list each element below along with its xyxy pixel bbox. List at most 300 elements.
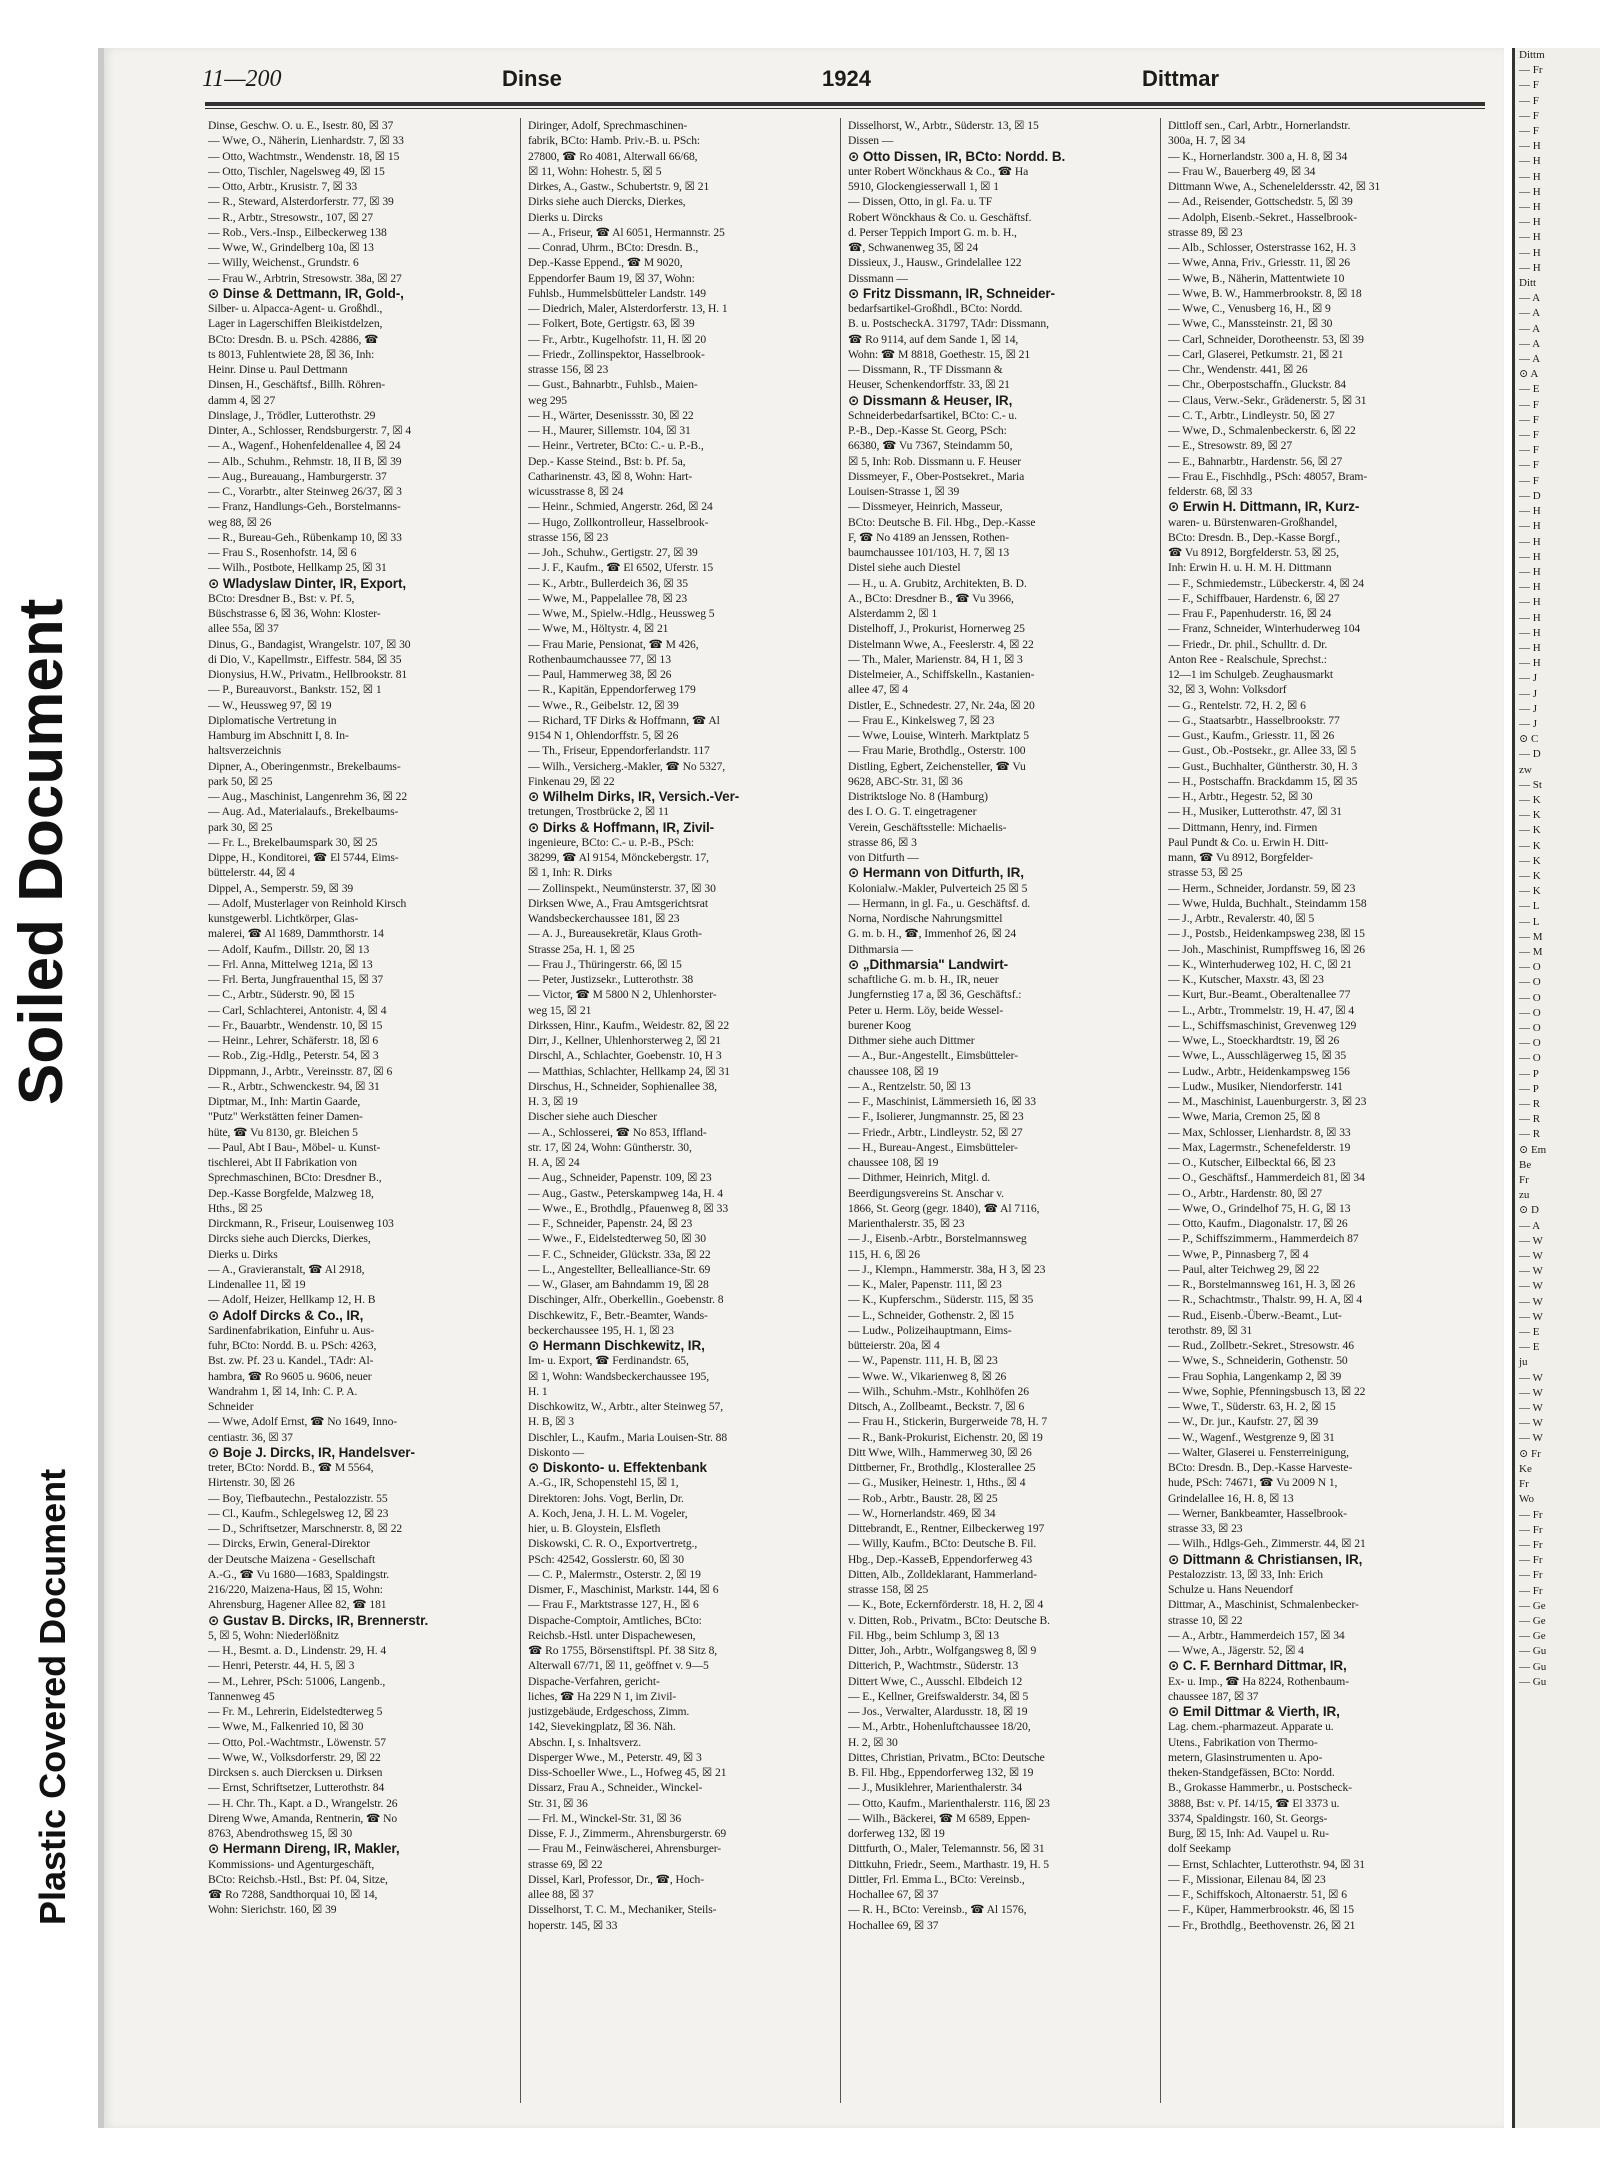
directory-entry-line: strasse 33, ☒ 23 (1168, 1522, 1243, 1535)
directory-entry-line: — Otto, Wachtmstr., Wendenstr. 18, ☒ 15 (208, 149, 400, 163)
directory-entry-line: — H. Chr. Th., Kapt. a D., Wrangelstr. 26 (208, 1796, 398, 1810)
directory-entry-line: 5, ☒ 5, Wohn: Niederlößnitz (208, 1628, 339, 1642)
directory-entry-line: BCto: Dresdn. B., Dep.-Kasse Borgf., (1168, 530, 1341, 544)
directory-entry-line: Dittes, Christian, Privatm., BCto: Deutsche (848, 1750, 1045, 1764)
directory-entry-line: H. 1 (528, 1384, 548, 1398)
directory-entry-line: Bst. zw. Pf. 23 u. Kandel., TAdr: Al- (208, 1354, 374, 1368)
directory-entry-line: Rothenbaumchaussee 77, ☒ 13 (528, 652, 671, 666)
directory-entry-line: — L., Schneider, Gothenstr. 2, ☒ 15 (848, 1308, 1014, 1322)
directory-entry-line: — Wwe, M., Falkenried 10, ☒ 30 (208, 1720, 364, 1734)
directory-entry-line: Dissel, Karl, Professor, Dr., ☎, Hoch- (528, 1872, 705, 1886)
directory-entry-line: — H., Arbtr., Hegestr. 52, ☒ 30 (1168, 790, 1313, 803)
directory-entry-line: 300a, H. 7, ☒ 34 (1168, 134, 1246, 148)
directory-entry-line: wicusstrasse 8, ☒ 24 (528, 485, 624, 498)
column-divider (840, 118, 841, 2103)
adjacent-page-fragment: — O (1519, 1037, 1541, 1050)
adjacent-page-fragment: — H (1519, 596, 1541, 609)
directory-entry-line: ⊙ „Dithmarsia" Landwirt- (848, 956, 1009, 972)
adjacent-page-fragment: — K (1519, 839, 1541, 852)
directory-entry-line: — F., Schmiedemstr., Lübeckerstr. 4, ☒ 24 (1168, 576, 1364, 590)
directory-entry-line: — Wwe, M., Spielw.-Hdlg., Heussweg 5 (528, 607, 715, 620)
directory-entry-line: — P., Bureauvorst., Bankstr. 152, ☒ 1 (208, 683, 382, 697)
directory-entry-line: — Henri, Peterstr. 44, H. 5, ☒ 3 (208, 1659, 355, 1673)
directory-entry-line: Dircks siehe auch Diercks, Dierkes, (208, 1232, 371, 1246)
directory-entry-line: Eppendorfer Baum 19, ☒ 37, Wohn: (528, 271, 695, 285)
directory-entry-line: — Chr., Wendenstr. 441, ☒ 26 (1168, 363, 1308, 376)
adjacent-page-fragment: ju (1519, 1356, 1528, 1369)
adjacent-page-fragment: — K (1519, 809, 1541, 822)
directory-entry-line: Diringer, Adolf, Sprechmaschinen- (528, 119, 688, 132)
directory-entry-line: — R., Bank-Prokurist, Eichenstr. 20, ☒ 19 (848, 1430, 1043, 1444)
directory-entry-line: — Rob., Zig.-Hdlg., Peterstr. 54, ☒ 3 (208, 1049, 379, 1063)
directory-entry-line: — Wwe., E., Brothdlg., Pfauenweg 8, ☒ 33 (528, 1201, 729, 1215)
adjacent-page-fragment: ⊙ Fr (1519, 1447, 1541, 1460)
directory-entry-line: ⊙ Boje J. Dircks, IR, Handelsver- (208, 1444, 415, 1460)
directory-entry-line: — Wwe, M., Pappelallee 78, ☒ 23 (528, 591, 688, 605)
adjacent-page-fragment: — Gu (1519, 1645, 1547, 1658)
directory-entry-line: Diskonto — (528, 1445, 585, 1459)
directory-entry-line: BCto: Reichsb.-Hstl., Bst: Pf. 04, Sitze, (208, 1872, 388, 1886)
directory-entry-line: 12—1 im Schulgeb. Zeughausmarkt (1168, 668, 1333, 681)
directory-entry-line: — O., Arbtr., Hardenstr. 80, ☒ 27 (1168, 1186, 1322, 1200)
directory-entry-line: Dirckmann, R., Friseur, Louisenweg 103 (208, 1217, 394, 1230)
adjacent-page-fragment: — P (1519, 1067, 1539, 1080)
directory-entry-line: ☎, Schwanenweg 35, ☒ 24 (848, 241, 979, 254)
directory-entry-line: Dipner, A., Oberingenmstr., Brekelbaums- (208, 759, 401, 773)
directory-entry-line: — Victor, ☎ M 5800 N 2, Uhlenhorster- (528, 988, 717, 1002)
directory-entry-line: — F., Schiffskoch, Altonaerstr. 51, ☒ 6 (1168, 1888, 1347, 1901)
adjacent-page-fragment: — W (1519, 1280, 1543, 1293)
directory-entry-line: Dippmann, J., Arbtr., Vereinsstr. 87, ☒ 6 (208, 1064, 393, 1078)
directory-entry-line: 5910, Glockengiesserwall 1, ☒ 1 (848, 180, 999, 193)
directory-entry-line: strasse 86, ☒ 3 (848, 835, 917, 849)
directory-entry-line: — R., Schachtmstr., Thalstr. 99, H. A, ☒ 4 (1168, 1293, 1363, 1307)
directory-entry-line: ⊙ Dittmann & Christiansen, IR, (1168, 1551, 1363, 1567)
adjacent-page-fragment: — A (1519, 1219, 1541, 1232)
directory-entry-line: — Aug., Maschinist, Langenrehm 36, ☒ 22 (208, 790, 408, 803)
adjacent-page-fragment: Ditt (1519, 277, 1537, 290)
directory-entry-line: Direng Wwe, Amanda, Rentnerin, ☎ No (208, 1811, 398, 1825)
directory-entry-line: tischlerei, Abt II Fabrikation von (208, 1156, 357, 1169)
directory-entry-line: di Dio, V., Kapellmstr., Eiffestr. 584, ☒ 35 (208, 652, 402, 666)
directory-entry-line: — G., Staatsarbtr., Hasselbrookstr. 77 (1168, 713, 1340, 727)
adjacent-page-fragment: — H (1519, 626, 1541, 639)
adjacent-page-fragment: Ke (1519, 1462, 1532, 1475)
directory-entry-line: — Frau E., Fischhdlg., PSch: 48057, Bram- (1168, 469, 1368, 483)
adjacent-page-fragment: — F (1519, 398, 1539, 411)
directory-entry-line: — F., Isolierer, Jungmannstr. 25, ☒ 23 (848, 1110, 1024, 1124)
adjacent-page-fragment: — R (1519, 1113, 1541, 1126)
directory-entry-line: ⊙ Dissmann & Heuser, IR, (848, 392, 1013, 408)
directory-entry-line: — F., Missionar, Eilenau 84, ☒ 23 (1168, 1872, 1326, 1886)
directory-entry-line: Dittert Wwe, C., Ausschl. Elbdeich 12 (848, 1674, 1023, 1688)
directory-entry-line: H. 3, ☒ 19 (528, 1095, 578, 1108)
adjacent-page-fragment: — Fr (1519, 1569, 1543, 1582)
adjacent-page-fragment: — W (1519, 1265, 1543, 1278)
adjacent-page-fragment: — A (1519, 353, 1541, 366)
directory-entry-line: Dippel, A., Semperstr. 59, ☒ 39 (208, 881, 354, 895)
directory-entry-line: Dittebrandt, E., Rentner, Eilbeckerweg 197 (848, 1522, 1045, 1535)
directory-entry-line: ☒ 1, Wohn: Wandsbeckerchaussee 195, (528, 1369, 710, 1383)
adjacent-page-fragment: — H (1519, 520, 1541, 533)
directory-entry-line: Sardinenfabrikation, Einfuhr u. Aus- (208, 1323, 375, 1337)
adjacent-page-fragment: — Gu (1519, 1675, 1547, 1688)
directory-entry-line: Distler, E., Schnedestr. 27, Nr. 24a, ☒ 20 (848, 698, 1035, 712)
adjacent-page-fragment: — Fr (1519, 1554, 1543, 1567)
adjacent-page-fragment: — Ge (1519, 1599, 1546, 1612)
header-year: 1924 (822, 66, 871, 91)
directory-entry-line: terothstr. 89, ☒ 31 (1168, 1323, 1253, 1337)
directory-entry-line: Distelmeier, A., Schiffskelln., Kastanien- (848, 668, 1035, 681)
directory-entry-line: — F., Küper, Hammerbrookstr. 46, ☒ 15 (1168, 1903, 1354, 1917)
directory-entry-line: malerei, ☎ Al 1689, Dammthorstr. 14 (208, 927, 384, 941)
directory-entry-line: — Ludw., Polizeihauptmann, Eims- (848, 1323, 1012, 1337)
adjacent-page-fragment: — L (1519, 900, 1540, 913)
directory-entry-line: — Th., Friseur, Eppendorferlandstr. 117 (528, 744, 710, 758)
adjacent-page-fragment: — H (1519, 657, 1541, 670)
directory-entry-line: Distelmann Wwe, A., Feeslerstr. 4, ☒ 22 (848, 637, 1034, 651)
directory-entry-line: Kommissions- und Agenturgeschäft, (208, 1857, 375, 1871)
directory-entry-line: — H., Wärter, Desenissstr. 30, ☒ 22 (528, 408, 694, 422)
directory-entry-line: Verein, Geschäftsstelle: Michaelis- (848, 820, 1007, 834)
directory-entry-line: — L., Schiffsmaschinist, Grevenweg 129 (1168, 1018, 1357, 1032)
directory-entry-line: baumchaussee 101/103, H. 7, ☒ 13 (848, 546, 1010, 559)
directory-entry-line: Paul Pundt & Co. u. Erwin H. Ditt- (1168, 835, 1329, 849)
directory-entry-line: BCto: Deutsche B. Fil. Hbg., Dep.-Kasse (848, 515, 1036, 529)
directory-entry-line: — A., Friseur, ☎ Al 6051, Hermannstr. 25 (528, 225, 725, 239)
directory-entry-line: — Frau H., Stickerin, Burgerweide 78, H. 7 (848, 1415, 1048, 1429)
adjacent-page-fragment: — Fr (1519, 1508, 1543, 1521)
directory-entry-line: — Gust., Bahnarbtr., Fuhlsb., Maien- (528, 378, 698, 392)
directory-column-4 (1168, 118, 1473, 2103)
adjacent-page-fragment: — O (1519, 1006, 1541, 1019)
directory-entry-line: — Paul, Abt I Bau-, Möbel- u. Kunst- (208, 1140, 381, 1154)
directory-entry-line: — Ernst, Schlachter, Lutterothstr. 94, ☒ 31 (1168, 1857, 1365, 1871)
directory-entry-line: Anton Ree - Realschule, Sprechst.: (1168, 652, 1327, 666)
directory-entry-line: — Willy, Kaufm., BCto: Deutsche B. Fil. (848, 1537, 1037, 1551)
directory-entry-line: ☒ 1, Inh: R. Dirks (528, 866, 612, 880)
directory-entry-line: Diskowski, C. R. O., Exportvertretg., (528, 1537, 698, 1551)
directory-entry-line: — Frau M., Feinwäscherei, Ahrensburger- (528, 1842, 722, 1856)
directory-entry-line: metern, Glasinstrumenten u. Apo- (1168, 1750, 1323, 1764)
directory-entry-line: — Carl, Glaserei, Petkumstr. 21, ☒ 21 (1168, 347, 1344, 361)
directory-entry-line: 216/220, Maizena-Haus, ☒ 15, Wohn: (208, 1583, 383, 1596)
directory-entry-line: — Heinr., Schmied, Angerstr. 26d, ☒ 24 (528, 500, 713, 514)
directory-entry-line: Lager in Lagerschiffen Bleikistdelzen, (208, 317, 383, 331)
adjacent-page-fragment: — Fr (1519, 1538, 1543, 1551)
directory-entry-line: Dirkes, A., Gastw., Schubertstr. 9, ☒ 21 (528, 180, 710, 193)
directory-entry-line: — Franz, Schneider, Winterhuderweg 104 (1168, 622, 1361, 636)
adjacent-page-fragment: — A (1519, 292, 1541, 305)
directory-entry-line: — Wwe. W., Vikarienweg 8, ☒ 26 (848, 1369, 1007, 1383)
directory-entry-line: Dierks u. Dirks (208, 1247, 278, 1261)
directory-entry-line: — Adolph, Eisenb.-Sekret., Hasselbrook- (1168, 210, 1357, 224)
directory-entry-line: ⊙ Hermann Dischkewitz, IR, (528, 1338, 705, 1353)
directory-entry-line: 115, H. 6, ☒ 26 (848, 1247, 920, 1261)
adjacent-page-fragment: — Fr (1519, 1584, 1543, 1597)
directory-entry-line: — A., Wagenf., Hohenfeldenallee 4, ☒ 24 (208, 439, 401, 453)
directory-entry-line: hambra, ☎ Ro 9605 u. 9606, neuer (208, 1369, 372, 1383)
directory-entry-line: Dispache-Verfahren, gericht- (528, 1674, 660, 1688)
directory-entry-line: — Otto, Tischler, Nagelsweg 49, ☒ 15 (208, 164, 385, 178)
directory-entry-line: — E., Kellner, Greifswalderstr. 34, ☒ 5 (848, 1689, 1029, 1703)
adjacent-page-fragment: — F (1519, 413, 1539, 426)
directory-entry-line: fuhr, BCto: Nordd. B. u. PSch: 4263, (208, 1339, 377, 1352)
directory-entry-line: Alterwall 67/71, ☒ 11, geöffnet v. 9—5 (528, 1659, 709, 1673)
directory-entry-line: — Frl. Berta, Jungfrauenthal 15, ☒ 37 (208, 973, 384, 986)
directory-entry-line: Ex- u. Imp., ☎ Ha 8224, Rothenbaum- (1168, 1674, 1349, 1688)
directory-entry-line: Schneider (208, 1400, 254, 1413)
adjacent-page-fragment: — D (1519, 748, 1541, 761)
column-divider (1160, 118, 1161, 2103)
directory-entry-line: bedarfsartikel-Großhdl., BCto: Nordd. (848, 302, 1023, 315)
directory-entry-line: Hochallee 67, ☒ 37 (848, 1888, 939, 1901)
directory-entry-line: 38299, ☎ Al 9154, Mönckebergstr. 17, (528, 851, 709, 864)
directory-entry-line: Alsterdamm 2, ☒ 1 (848, 607, 938, 620)
adjacent-page-fragment: — O (1519, 976, 1541, 989)
directory-entry-line: — Wwe., F., Eidelstedterweg 50, ☒ 30 (528, 1232, 706, 1246)
directory-entry-line: BCto: Dresdn. B. u. PSch. 42886, ☎ (208, 332, 379, 346)
directory-entry-line: — W., Wagenf., Westgrenze 9, ☒ 31 (1168, 1430, 1335, 1444)
adjacent-page-fragment: — W (1519, 1250, 1543, 1263)
adjacent-page-fragment: — M (1519, 930, 1543, 943)
directory-entry-line: "Putz" Werkstätten feiner Damen- (208, 1110, 363, 1124)
directory-entry-line: — Wilh., Postbote, Hellkamp 25, ☒ 31 (208, 561, 387, 575)
directory-entry-line: — G., Musiker, Heinestr. 1, Hths., ☒ 4 (848, 1476, 1026, 1490)
directory-entry-line: Burg, ☒ 15, Inh: Ad. Vaupel u. Ru- (1168, 1827, 1329, 1840)
directory-entry-line: — C., Vorarbtr., alter Steinweg 26/37, ☒ 3 (208, 485, 402, 498)
directory-entry-line: — Cl., Kaufm., Schlegelsweg 12, ☒ 23 (208, 1506, 389, 1520)
directory-entry-line: Reichsb.-Hstl. unter Dispachewesen, (528, 1628, 696, 1642)
directory-entry-line: — Alb., Schuhm., Rehmstr. 18, II B, ☒ 39 (208, 454, 402, 468)
adjacent-page-fragment: — H (1519, 261, 1541, 274)
directory-entry-line: — Rob., Arbtr., Baustr. 28, ☒ 25 (848, 1491, 998, 1505)
directory-entry-line: — Aug., Gastw., Peterskampweg 14a, H. 4 (528, 1186, 723, 1200)
directory-entry-line: — W., Glaser, am Bahndamm 19, ☒ 28 (528, 1278, 709, 1291)
directory-entry-line: — Paul, alter Teichweg 29, ☒ 22 (1168, 1262, 1320, 1276)
directory-entry-line: — Adolf, Heizer, Hellkamp 12, H. B (208, 1293, 376, 1307)
directory-entry-line: — Fr. L., Brekelbaumspark 30, ☒ 25 (208, 835, 378, 849)
directory-entry-line: Dircksen s. auch Diercksen u. Dirksen (208, 1766, 383, 1779)
directory-entry-line: — A., Schlosserei, ☎ No 853, Iffland- (528, 1125, 707, 1139)
directory-entry-line: H. B, ☒ 3 (528, 1415, 574, 1429)
directory-entry-line: Dittberner, Fr., Brothdlg., Klosterallee 25 (848, 1461, 1036, 1474)
directory-entry-line: — R., Bureau-Geh., Rübenkamp 10, ☒ 33 (208, 530, 402, 544)
directory-entry-line: Dep.- Kasse Steind., Bst: b. Pf. 5a, (528, 454, 686, 468)
directory-entry-line: — Jos., Verwalter, Alardusstr. 18, ☒ 19 (848, 1705, 1028, 1718)
adjacent-page-fragment: — A (1519, 322, 1541, 335)
directory-entry-line: — O., Kutscher, Eilbecktal 66, ☒ 23 (1168, 1156, 1336, 1169)
directory-entry-line: strasse 156, ☒ 23 (528, 363, 609, 376)
directory-entry-line: Dittkuhn, Friedr., Seem., Marthastr. 19, H. 5 (848, 1857, 1049, 1871)
directory-entry-line: weg 88, ☒ 26 (208, 515, 272, 529)
directory-entry-line: Diptmar, M., Inh: Martin Gaarde, (208, 1095, 361, 1108)
directory-entry-line: Dittmar, A., Maschinist, Schmalenbecker- (1168, 1598, 1359, 1612)
directory-entry-line: — Wwe, Louise, Winterh. Marktplatz 5 (848, 729, 1029, 742)
directory-entry-line: — Carl, Schneider, Dorotheenstr. 53, ☒ 39 (1168, 332, 1364, 346)
directory-entry-line: Sprechmaschinen, BCto: Dresdner B., (208, 1171, 382, 1185)
directory-entry-line: Dep.-Kasse Eppend., ☎ M 9020, (528, 256, 683, 270)
directory-entry-line: — K., Kupferschm., Süderstr. 115, ☒ 35 (848, 1293, 1034, 1307)
adjacent-page-fragment: — F (1519, 125, 1539, 138)
directory-entry-line: ☒ 5, Inh: Rob. Dissmann u. F. Heuser (848, 454, 1022, 468)
adjacent-page-fragment: — Ge (1519, 1630, 1546, 1643)
directory-entry-line: Disse, F. J., Zimmerm., Ahrensburgerstr. 69 (528, 1827, 727, 1840)
directory-entry-line: B. Fil. Hbg., Eppendorferweg 132, ☒ 19 (848, 1766, 1034, 1779)
directory-entry-line: Dionysius, H.W., Privatm., Hellbrookstr. 81 (208, 668, 408, 681)
directory-entry-line: — C. P., Malermstr., Osterstr. 2, ☒ 19 (528, 1567, 701, 1581)
directory-entry-line: weg 295 (528, 393, 567, 407)
directory-entry-line: — L., Arbtr., Trommelstr. 19, H. 47, ☒ 4 (1168, 1003, 1355, 1017)
directory-entry-line: — Fr., Bauarbtr., Wendenstr. 10, ☒ 15 (208, 1018, 383, 1032)
directory-entry-line: — W., Heussweg 97, ☒ 19 (208, 698, 332, 712)
directory-entry-line: — Alb., Schlosser, Osterstrasse 162, H. 3 (1168, 241, 1356, 254)
header-first-name: Dinse (502, 66, 562, 91)
directory-entry-line: Dischler, L., Kaufm., Maria Louisen-Str. 88 (528, 1430, 728, 1444)
directory-entry-line: Dinter, A., Schlosser, Rendsburgerstr. 7, ☒ 4 (208, 424, 412, 437)
directory-entry-line: — Wilh., Versicherg.-Makler, ☎ No 5327, (528, 759, 726, 773)
directory-entry-line: — Richard, TF Dirks & Hoffmann, ☎ Al (528, 713, 720, 727)
directory-entry-line: — Wwe, B., Näherin, Mattentwiete 10 (1168, 271, 1345, 285)
directory-entry-line: — Frau F., Marktstrasse 127, H., ☒ 6 (528, 1598, 699, 1612)
adjacent-page-fragment: — H (1519, 581, 1541, 594)
directory-entry-line: — Frl. M., Winckel-Str. 31, ☒ 36 (528, 1811, 682, 1825)
directory-entry-line: — Zollinspekt., Neumünsterstr. 37, ☒ 30 (528, 881, 716, 895)
directory-entry-line: Dep.-Kasse Borgfelde, Malzweg 18, (208, 1186, 374, 1200)
header-rule-thin (205, 108, 1485, 109)
directory-entry-line: fabrik, BCto: Hamb. Priv.-B. u. PSch: (528, 134, 701, 148)
directory-entry-line: ⊙ Dinse & Dettmann, IR, Gold-, (208, 285, 404, 301)
directory-entry-line: — Friedr., Arbtr., Lindleystr. 52, ☒ 27 (848, 1125, 1023, 1139)
adjacent-page-fragment: Dittm (1519, 49, 1545, 61)
directory-entry-line: 3374, Spaldingstr. 160, St. Georgs- (1168, 1811, 1328, 1825)
directory-entry-line: Wandrahm 1, ☒ 14, Inh: C. P. A. (208, 1384, 358, 1398)
header-rule (205, 102, 1485, 106)
adjacent-page-fragment: — R (1519, 1098, 1541, 1111)
directory-entry-line: — Frau W., Bauerberg 49, ☒ 34 (1168, 164, 1316, 178)
directory-entry-line: — Wwe, A., Jägerstr. 52, ☒ 4 (1168, 1644, 1304, 1657)
directory-entry-line: — F. C., Schneider, Glückstr. 33a, ☒ 22 (528, 1247, 711, 1261)
directory-entry-line: — Wilh., Bäckerei, ☎ M 6589, Eppen- (848, 1811, 1031, 1825)
directory-entry-line: Hirtenstr. 30, ☒ 26 (208, 1476, 295, 1490)
directory-entry-line: — Wilh., Schuhm.-Mstr., Kohlhöfen 26 (848, 1384, 1029, 1398)
directory-entry-line: H. 2, ☒ 30 (848, 1735, 898, 1749)
directory-entry-line: burener Koog (848, 1018, 911, 1032)
directory-entry-line: Discher siehe auch Diescher (528, 1110, 657, 1124)
directory-entry-line: — K., Kutscher, Maxstr. 43, ☒ 23 (1168, 973, 1324, 986)
directory-entry-line: — Aug. Ad., Materialaufs., Brekelbaums- (208, 805, 399, 819)
adjacent-page-fragment: — E (1519, 1341, 1540, 1354)
directory-entry-line: — M., Maschinist, Lauenburgerstr. 3, ☒ 23 (1168, 1095, 1367, 1108)
directory-entry-line: — L., Angestellter, Bellealliance-Str. 69 (528, 1262, 711, 1276)
directory-entry-line: Hbg., Dep.-KasseB, Eppendorferweg 43 (848, 1552, 1033, 1566)
directory-entry-line: ts 8013, Fuhlentwiete 28, ☒ 36, Inh: (208, 347, 375, 361)
directory-entry-line: Distelhoff, J., Prokurist, Hornerweg 25 (848, 622, 1025, 636)
directory-entry-line: — Adolf, Kaufm., Dillstr. 20, ☒ 13 (208, 942, 370, 956)
adjacent-page-fragment: Wo (1519, 1493, 1535, 1506)
adjacent-page-fragment: — K (1519, 793, 1541, 806)
directory-entry-line: Dippe, H., Konditorei, ☎ El 5744, Eims- (208, 851, 399, 864)
directory-entry-line: — Herm., Schneider, Jordanstr. 59, ☒ 23 (1168, 881, 1356, 895)
directory-entry-line: — R. H., BCto: Vereinsb., ☎ Al 1576, (848, 1903, 1027, 1917)
adjacent-page-fragment: — Fr (1519, 1523, 1543, 1536)
directory-entry-line: — Frau J., Thüringerstr. 66, ☒ 15 (528, 957, 682, 971)
adjacent-page-fragment: — M (1519, 945, 1543, 958)
directory-entry-line: — M., Arbtr., Hohenluftchaussee 18/20, (848, 1720, 1031, 1734)
adjacent-page-fragment: — H (1519, 231, 1541, 244)
directory-entry-line: kunstgewerbl. Lichtkörper, Glas- (208, 912, 359, 925)
adjacent-page-fragment: — K (1519, 869, 1541, 882)
directory-entry-line: — H., Besmt. a. D., Lindenstr. 29, H. 4 (208, 1644, 387, 1657)
directory-entry-line: 32, ☒ 3, Wohn: Volksdorf (1168, 683, 1287, 697)
directory-column-2 (528, 118, 833, 2103)
directory-entry-line: Peter u. Herm. Löy, beide Wessel- (848, 1003, 1004, 1017)
directory-entry-line: — Diedrich, Maler, Alsterdorferstr. 13, H. 1 (528, 302, 728, 315)
directory-entry-line: 1866, St. Georg (gegr. 1840), ☎ Al 7116, (848, 1201, 1040, 1215)
directory-entry-line: — Matthias, Schlachter, Hellkamp 24, ☒ 31 (528, 1064, 730, 1078)
directory-entry-line: — K., Maler, Papenstr. 111, ☒ 23 (848, 1278, 1002, 1291)
directory-entry-line: dorferweg 132, ☒ 19 (848, 1827, 945, 1840)
directory-column-1 (208, 118, 513, 2103)
directory-entry-line: — Frau Marie, Brothdlg., Osterstr. 100 (848, 744, 1026, 758)
directory-column-3 (848, 118, 1153, 2103)
directory-entry-line: — Wwe, C., Venusberg 16, H., ☒ 9 (1168, 302, 1331, 315)
directory-entry-line: — R., Arbtr., Stresowstr., 107, ☒ 27 (208, 210, 373, 224)
directory-entry-line: Schneiderbedarfsartikel, BCto: C.- u. (848, 408, 1017, 422)
adjacent-page-fragment: — W (1519, 1402, 1543, 1415)
directory-entry-line: beckerchaussee 195, H. 1, ☒ 23 (528, 1323, 674, 1337)
directory-entry-line: ☎ Vu 8912, Borgfelderstr. 53, ☒ 25, (1168, 546, 1339, 559)
directory-entry-line: justizgebäude, Erdgeschoss, Zimm. (528, 1705, 690, 1718)
directory-entry-line: Jungfernstieg 17 a, ☒ 36, Geschäftsf.: (848, 988, 1022, 1002)
directory-entry-line: Marienthalerstr. 35, ☒ 23 (848, 1217, 965, 1230)
directory-entry-line: d. Perser Teppich Import G. m. b. H., (848, 225, 1017, 239)
directory-entry-line: mann, ☎ Vu 8912, Borgfelder- (1168, 851, 1313, 864)
adjacent-page-fragment: — W (1519, 1234, 1543, 1247)
directory-entry-line: — J., Arbtr., Revalerstr. 40, ☒ 5 (1168, 912, 1315, 925)
directory-entry-line: centiastr. 36, ☒ 37 (208, 1430, 293, 1444)
directory-entry-line: — Otto, Kaufm., Diagonalstr. 17, ☒ 26 (1168, 1217, 1348, 1230)
directory-entry-line: ☎ Ro 9114, auf dem Sande 1, ☒ 14, (848, 332, 1019, 346)
adjacent-page-fragment: ⊙ Em (1519, 1143, 1547, 1156)
directory-entry-line: — R., Kapitän, Eppendorferweg 179 (528, 683, 696, 697)
directory-entry-line: — F., Maschinist, Lämmersieth 16, ☒ 33 (848, 1095, 1036, 1108)
directory-entry-line: A.-G., ☎ Vu 1680—1683, Spaldingstr. (208, 1567, 390, 1581)
directory-entry-line: — Willy, Weichenst., Grundstr. 6 (208, 256, 359, 270)
directory-entry-line: A., BCto: Dresdner B., ☎ Vu 3966, (848, 591, 1014, 605)
adjacent-page-fragment: — H (1519, 535, 1541, 548)
directory-entry-line: Dittmann Wwe, A., Scheneleldersstr. 42, ☒ 31 (1168, 180, 1381, 193)
directory-entry-line: — P., Schiffszimmerm., Hammerdeich 87 (1168, 1232, 1359, 1246)
adjacent-page-fragment: — F (1519, 79, 1539, 92)
directory-entry-line: — Frau W., Arbtrin, Stresowstr. 38a, ☒ 27 (208, 271, 402, 285)
directory-entry-line: — C. T., Arbtr., Lindleystr. 50, ☒ 27 (1168, 408, 1335, 422)
directory-entry-line: Inh: Erwin H. u. H. M. H. Dittmann (1168, 561, 1332, 575)
directory-entry-line: treter, BCto: Nordd. B., ☎ M 5564, (208, 1461, 374, 1474)
directory-entry-line: — Wwe, L., Stoeckhardtstr. 19, ☒ 26 (1168, 1034, 1340, 1047)
directory-entry-line: Kolonialw.-Makler, Pulverteich 25 ☒ 5 (848, 881, 1028, 895)
adjacent-page-fragment: — H (1519, 505, 1541, 518)
directory-entry-line: — Wwe, L., Ausschlägerweg 15, ☒ 35 (1168, 1049, 1347, 1063)
directory-entry-line: — Dissmann, R., TF Dissmann & (848, 363, 1003, 376)
directory-entry-line: Dittler, Frl. Emma L., BCto: Vereinsb., (848, 1872, 1025, 1886)
directory-entry-line: F, ☎ No 4189 an Jenssen, Rothen- (848, 530, 1010, 544)
directory-entry-line: Dissmann — (848, 271, 908, 285)
directory-entry-line: Dischkowitz, W., Arbtr., alter Steinweg 57, (528, 1400, 724, 1413)
directory-entry-line: ☒ 11, Wohn: Hohestr. 5, ☒ 5 (528, 164, 662, 178)
adjacent-page-fragment: — St (1519, 778, 1542, 791)
directory-entry-line: — K., Arbtr., Bullerdeich 36, ☒ 35 (528, 576, 688, 590)
